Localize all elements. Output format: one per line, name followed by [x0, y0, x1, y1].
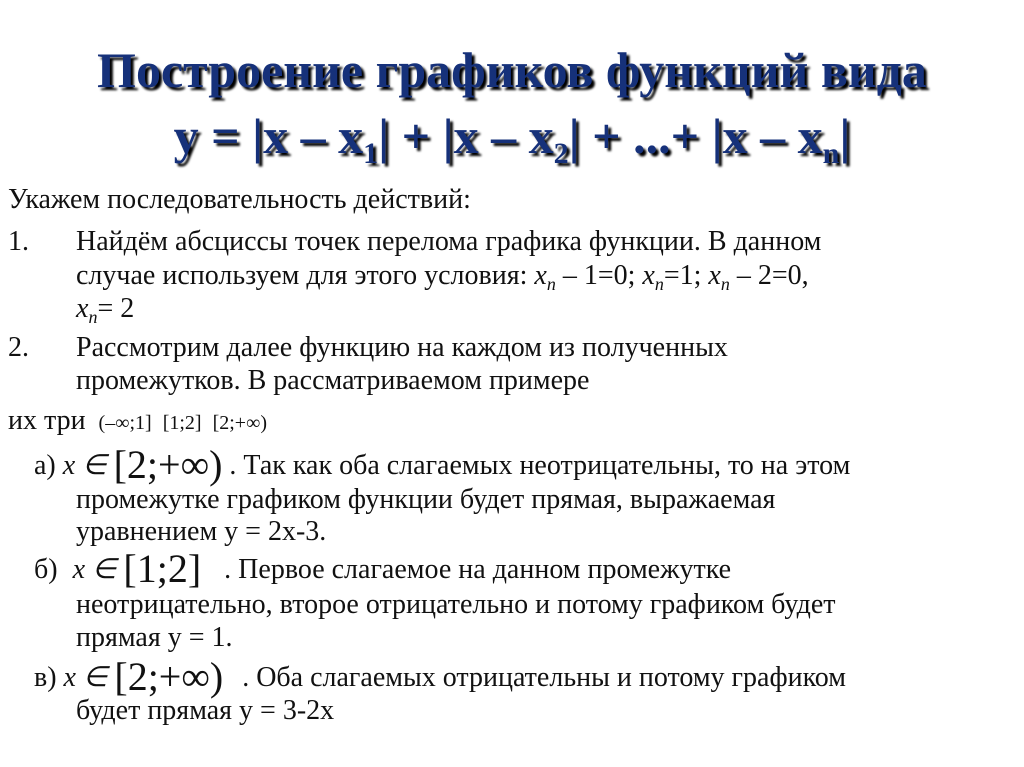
step-1-line1: Найдём абсциссы точек перелома графика функции. В данном	[76, 226, 822, 257]
step-number: 1.	[8, 226, 29, 257]
formula-part: | + |x – x	[378, 108, 554, 164]
formula-subscript: 2	[553, 137, 569, 170]
case-c-line1	[34, 654, 846, 699]
formula-part: y = |x – x	[173, 108, 364, 164]
case-text: . Первое слагаемое на данном промежутке	[224, 554, 732, 585]
case-label: а)	[34, 450, 56, 481]
var-x: x	[708, 260, 721, 291]
var-sub: n	[546, 274, 556, 294]
case-c-line2: будет прямая y = 3-2x	[76, 695, 335, 726]
element-of: x ∈	[72, 554, 117, 585]
case-label: б)	[34, 554, 58, 585]
case-text: . Оба слагаемых отрицательны и потому графиком	[242, 662, 846, 693]
slide-title-line1: Построение графиков функций вида	[97, 42, 927, 98]
element-of: x ∈	[63, 662, 108, 693]
step-number: 2.	[8, 332, 29, 363]
case-interval: [2;+∞)	[114, 654, 224, 699]
step-1-line3	[76, 292, 134, 325]
interval-1: (–∞;1]	[98, 412, 152, 434]
case-a-line3: уравнением y = 2x-3.	[76, 516, 327, 547]
intro-text: Укажем последовательность действий:	[8, 184, 471, 215]
formula-part: |	[839, 108, 851, 164]
interval-2: [1;2]	[162, 412, 202, 434]
step-1-line2-text: случае используем для этого условия:	[76, 260, 528, 291]
formula-subscript: 1	[363, 137, 379, 170]
step-1-line2	[76, 259, 809, 292]
case-b-line2: неотрицательно, второе отрицательно и потому графиком будет	[76, 589, 836, 620]
case-a-line2: промежутке графиком функции будет прямая, выражаемая	[76, 484, 776, 515]
eq-3: – 2=0,	[736, 260, 809, 291]
step-2-line2: промежутков. В рассматриваемом примере	[76, 365, 590, 396]
interval-3: [2;+∞)	[212, 412, 267, 434]
case-text: . Так как оба слагаемых неотрицательны, то на этом	[229, 450, 851, 481]
case-interval: [2;+∞)	[113, 442, 223, 487]
var-x: x	[534, 260, 547, 291]
var-sub: n	[88, 307, 98, 327]
formula-part: | + ...+ |x – x	[568, 108, 823, 164]
element-of: x ∈	[62, 450, 107, 481]
var-sub: n	[654, 274, 664, 294]
step-2-line1: Рассмотрим далее функцию на каждом из полученных	[76, 332, 728, 363]
intervals-row	[8, 404, 267, 440]
var-x: x	[642, 260, 655, 291]
eq-1: – 1=0;	[562, 260, 636, 291]
eq-2: =1;	[663, 260, 702, 291]
formula-subscript: n	[822, 137, 840, 170]
case-a-line1	[34, 442, 851, 487]
case-interval: [1;2]	[123, 546, 202, 591]
slide-title-formula	[0, 106, 1024, 170]
case-b-line1	[34, 546, 732, 591]
var-sub: n	[720, 274, 730, 294]
intervals-label: их три	[8, 405, 86, 436]
case-label: в)	[34, 662, 57, 693]
eq-4: = 2	[97, 293, 135, 324]
case-b-line3: прямая y = 1.	[76, 622, 233, 653]
var-x: x	[76, 293, 89, 324]
